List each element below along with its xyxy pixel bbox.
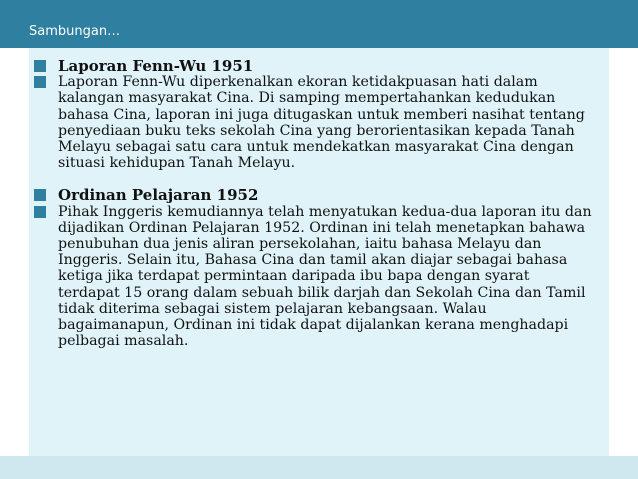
- bullet-heading-ordinan-pelajaran: [34, 187, 594, 203]
- bullet-text: Pihak Inggeris kemudiannya telah menyatukan kedua-dua laporan itu dan dijadikan Ordinan Pelajaran 1952. Ordinan ini telah menetapkan bahawa penubuhan dua jenis aliran persekolahan, iaitu bahasa Melayu dan Inggeris. Selain itu, Bahasa Cina dan tamil akan diajar sebagai bahasa ketiga jika terdapat permintaan daripada ibu bapa dengan syarat terdapat 15 orang dalam sebuah bilik darjah dan Sekolah Cina dan Tamil tidak diterima sebagai sistem pelajaran kebangsaan. Walau bagaimanapun, Ordinan ini tidak dapat dijalankan kerana menghadapi pelbagai masalah.: [58, 203, 592, 350]
- bullet-body-fenn-wu-report: [34, 74, 594, 171]
- bullet-heading-laporan-fenn-wu: [34, 58, 594, 74]
- square-bullet-icon: [34, 76, 50, 88]
- bullet-text: Ordinan Pelajaran 1952: [58, 186, 259, 205]
- square-bullet-icon: [34, 189, 50, 201]
- bullet-body-ordinan-1952: [34, 204, 594, 350]
- square-bullet-icon: [34, 60, 50, 72]
- square-bullet-icon: [34, 206, 50, 218]
- footer-strip: [0, 456, 638, 479]
- bullet-text: Laporan Fenn-Wu diperkenalkan ekoran ketidakpuasan hati dalam kalangan masyarakat Cina. Di samping mempertahankan kedudukan bahasa Cina, laporan ini juga ditugaskan untuk memberi nasihat tentang penyediaan buku teks sekolah Cina yang berorientasikan kepada Tanah Melayu sebagai satu cara untuk mendekatkan masyarakat Cina dengan situasi kehidupan Tanah Melayu.: [58, 74, 585, 172]
- slide-title: Sambungan…: [29, 24, 121, 39]
- bullet-list: [34, 58, 594, 349]
- bullet-text: Laporan Fenn-Wu 1951: [58, 57, 254, 75]
- slide-header: [0, 0, 638, 48]
